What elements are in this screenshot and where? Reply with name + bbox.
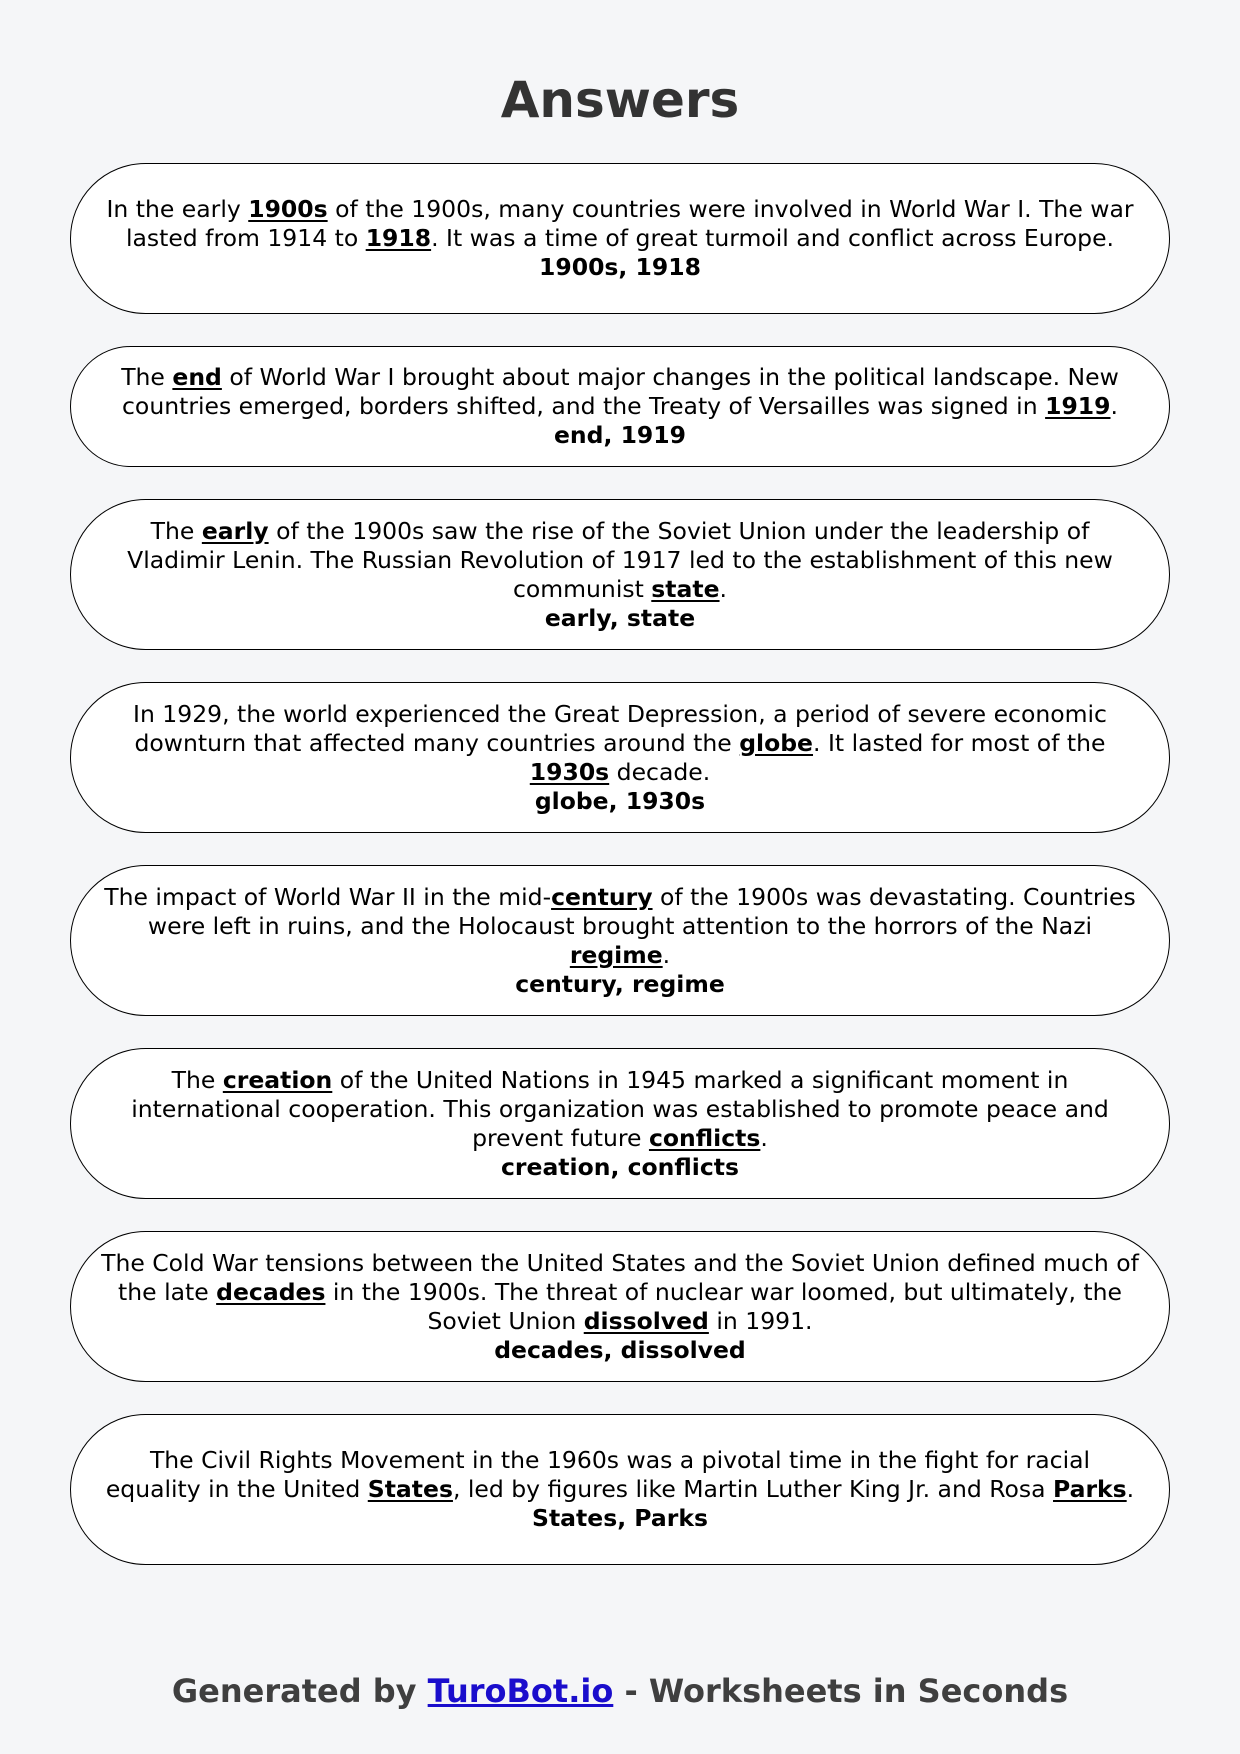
blank-word: Parks <box>1053 1475 1127 1503</box>
blank-word: 1918 <box>365 224 432 252</box>
card-answer: end, 1919 <box>553 421 686 449</box>
answer-card <box>70 865 1170 1016</box>
blank-word: century <box>551 882 653 911</box>
answer-card <box>70 1231 1170 1382</box>
card-answer: States, Parks <box>532 1504 708 1532</box>
blank-word: 1930s <box>529 757 610 786</box>
blank-word: regime <box>569 940 663 969</box>
card-text: In 1929, the world experienced the Great Depression, a period of severe economic downturn that affected many countries around the globe. It lasted for most of the 1930s decade. <box>133 699 1107 786</box>
turobot-link[interactable]: TuroBot.io <box>427 1672 614 1710</box>
card-answer: globe, 1930s <box>534 786 706 815</box>
answer-card <box>70 1048 1170 1199</box>
blank-word: early <box>201 516 269 545</box>
answer-card <box>70 163 1170 314</box>
answer-cards <box>70 163 1170 1597</box>
answer-card <box>70 682 1170 833</box>
card-text: The Civil Rights Movement in the 1960s was a pivotal time in the fight for racial equality in the United States, led by figures like Martin Luther King Jr. and Rosa Parks. <box>105 1446 1135 1503</box>
card-text: The impact of World War II in the mid-century of the 1900s was devastating. Countries were left in ruins, and the Holocaust brought attention to the horrors of the Nazi regime. <box>104 882 1136 969</box>
card-answer: 1900s, 1918 <box>539 253 701 281</box>
card-answer: century, regime <box>515 969 725 998</box>
footer <box>0 1672 1240 1710</box>
answer-card <box>70 499 1170 650</box>
footer-suffix: - Worksheets in Seconds <box>613 1672 1069 1710</box>
card-text: The end of World War I brought about major changes in the political landscape. New countries emerged, borders shifted, and the Treaty of Versailles was signed in 1919. <box>121 363 1119 420</box>
blank-word: conflicts <box>648 1123 761 1152</box>
card-answer: early, state <box>544 603 696 632</box>
blank-word: state <box>651 574 720 603</box>
footer-prefix: Generated by <box>171 1672 428 1710</box>
blank-word: creation <box>222 1065 333 1094</box>
card-text: The Cold War tensions between the United States and the Soviet Union defined much of the late decades in the 1900s. The threat of nuclear war loomed, but ultimately, the Soviet Union dissolved in 1991. <box>101 1248 1139 1335</box>
card-answer: creation, conflicts <box>500 1152 740 1181</box>
card-text: The early of the 1900s saw the rise of the Soviet Union under the leadership of Vladimir Lenin. The Russian Revolution of 1917 led to the establishment of this new communist state. <box>127 516 1113 603</box>
card-answer: decades, dissolved <box>494 1335 746 1364</box>
card-text: In the early 1900s of the 1900s, many countries were involved in World War I. The war lasted from 1914 to 1918. It was a time of great turmoil and conflict across Europe. <box>106 195 1134 252</box>
card-text: The creation of the United Nations in 1945 marked a significant moment in international cooperation. This organization was established to promote peace and prevent future conflicts. <box>131 1065 1109 1152</box>
answer-card <box>70 346 1170 467</box>
blank-word: end <box>172 363 222 391</box>
blank-word: dissolved <box>583 1306 709 1335</box>
page-title: Answers <box>500 71 740 129</box>
blank-word: globe <box>739 728 814 757</box>
blank-word: 1919 <box>1045 392 1111 420</box>
blank-word: 1900s <box>248 195 328 223</box>
blank-word: States <box>367 1475 453 1503</box>
blank-word: decades <box>216 1277 326 1306</box>
answer-card <box>70 1414 1170 1565</box>
